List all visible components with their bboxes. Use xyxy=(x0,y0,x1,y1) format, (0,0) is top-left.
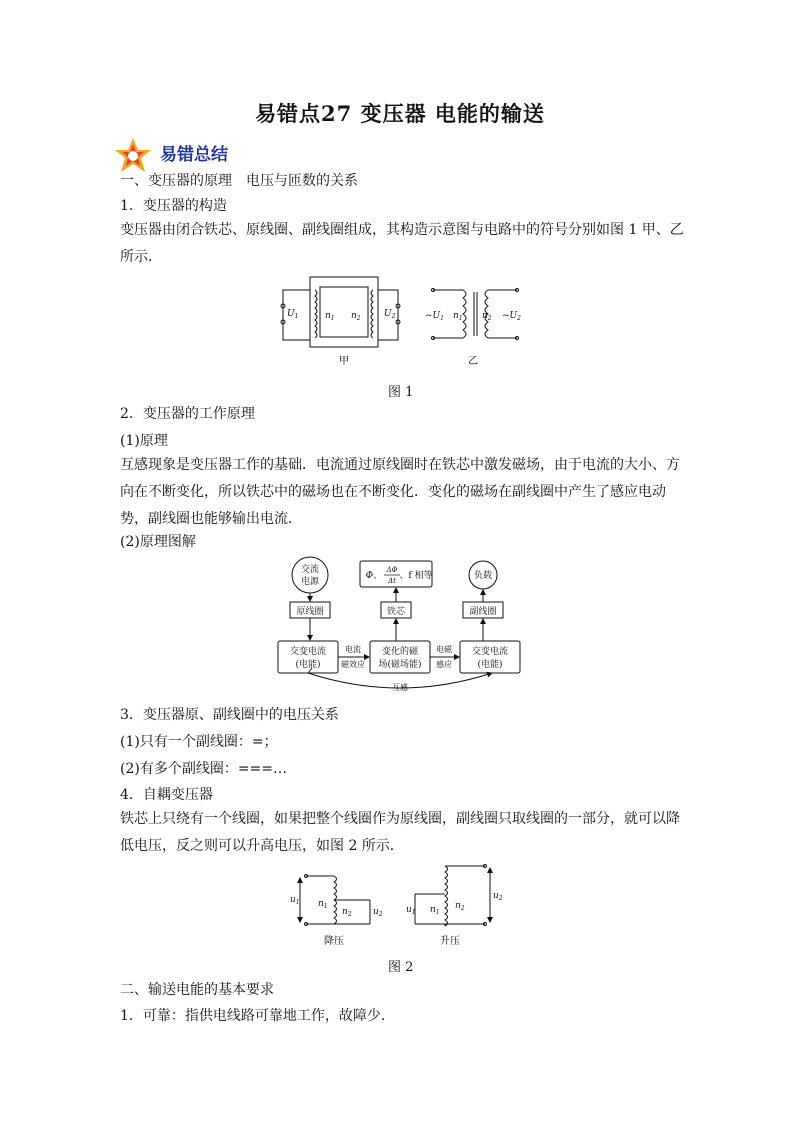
relation-1: (1)只有一个副线圈：=； xyxy=(120,734,278,750)
flow-primary: 原线圈 xyxy=(296,607,324,617)
fig2-b-n1: $n_1$ xyxy=(430,905,440,916)
fig2-caption: 图 2 xyxy=(388,960,414,975)
paragraph-3: 铁芯上只绕有一个线圈，如果把整个线圈作为原线圈，副线圈只取线圈的一部分，就可以降低电压，反之则可以升高电压，如图 2 所示． xyxy=(120,811,680,854)
flow-phi-tail: 、f 相等 xyxy=(399,571,433,581)
relation-2: (2)有多个副线圈：===… xyxy=(120,761,288,777)
flow-load: 负载 xyxy=(473,571,493,581)
flow-box3-line2: (电能) xyxy=(477,660,503,670)
item-1: 1．变压器的构造 xyxy=(120,198,227,214)
fig2-a-u2: $u_2$ xyxy=(373,907,383,918)
flow-core: 铁芯 xyxy=(386,607,406,617)
fig1-b-u2-label: $\sim U_2$ xyxy=(502,311,521,322)
sub-2: (2)原理图解 xyxy=(120,534,196,550)
flow-arrow2-bottom: 感应 xyxy=(436,660,452,669)
fig1-b-u1-label: $\sim U_1$ xyxy=(425,311,444,322)
flow-box2-line2: 场(磁场能) xyxy=(378,660,422,670)
flow-delta-num: ΔΦ xyxy=(386,566,398,574)
flow-source-line1: 交流 xyxy=(300,565,320,575)
heading-1: 一、变压器的原理 电压与匝数的关系 xyxy=(120,173,358,189)
flow-box3-line1: 交变电流 xyxy=(471,647,509,657)
heading-2: 二、输送电能的基本要求 xyxy=(120,982,274,998)
page-title: 易错点27 变压器 电能的输送 xyxy=(255,101,545,126)
fig1-b-n1-label: $n_1$ xyxy=(453,311,463,322)
fig2-a-n1: $n_1$ xyxy=(318,899,328,910)
fig1-u1-label: $U_1$ xyxy=(287,309,299,320)
fig2-left-label: 降压 xyxy=(324,936,344,947)
flow-phi-label: Φ、 xyxy=(365,571,383,581)
fig2-right-label: 升压 xyxy=(440,936,460,947)
fig1-caption: 图 1 xyxy=(388,385,414,400)
item-2: 2．变压器的工作原理 xyxy=(120,406,255,422)
section-badge-label: 易错总结 xyxy=(160,145,228,165)
fig2-b-u1: $u_1$ xyxy=(406,905,416,916)
flow-box2-line1: 变化的磁 xyxy=(381,647,419,657)
principle-flow-diagram xyxy=(270,555,530,695)
paragraph-2: 互感现象是变压器工作的基础．电流通过原线圈时在铁芯中激发磁场，由于电流的大小、方向在不断变化，所以铁芯中的磁场也在不断变化．变化的磁场在副线圈中产生了感应电动势，副线圈也能够输出电流． xyxy=(120,457,680,527)
fig1-sub-a: 甲 xyxy=(339,356,349,367)
item-3: 3．变压器原、副线圈中的电压关系 xyxy=(120,707,339,723)
paragraph-1: 变压器由闭合铁芯、原线圈、副线圈组成，其构造示意图与电路中的符号分别如图 1 甲、乙所示． xyxy=(120,222,684,265)
fig2-a-u1: $u_1$ xyxy=(290,895,300,906)
figure-2-autotransformer-diagram xyxy=(290,862,510,952)
fig1-n1-label: $n_1$ xyxy=(325,311,335,322)
figure-1-transformer-diagram xyxy=(275,272,535,372)
item-4: 4．自耦变压器 xyxy=(120,787,213,803)
flow-arrow1-top: 电流 xyxy=(345,645,361,654)
sub-1: (1)原理 xyxy=(120,433,168,449)
fig1-sub-b: 乙 xyxy=(468,356,478,367)
flow-box1-line1: 交变电流 xyxy=(289,647,327,657)
fig2-b-n2: $n_2$ xyxy=(455,901,465,912)
flow-box1-line2: (电能) xyxy=(295,660,321,670)
flow-secondary: 副线圈 xyxy=(469,607,497,617)
flow-delta-den: Δt xyxy=(388,577,396,585)
flow-source-line2: 电源 xyxy=(300,577,320,587)
fig1-u2-label: $U_2$ xyxy=(384,309,396,320)
fig1-b-n2-label: $n_2$ xyxy=(482,311,492,322)
fig1-n2-label: $n_2$ xyxy=(351,311,361,322)
fig2-b-u2: $u_2$ xyxy=(493,891,503,902)
star-badge-icon xyxy=(113,136,153,176)
fig2-a-n2: $n_2$ xyxy=(342,907,352,918)
item-5: 1．可靠：指供电线路可靠地工作，故障少． xyxy=(120,1008,395,1024)
flow-mutual: 互感 xyxy=(392,683,408,692)
flow-arrow2-top: 电磁 xyxy=(436,645,452,654)
flow-arrow1-bottom: 磁效应 xyxy=(341,660,365,669)
